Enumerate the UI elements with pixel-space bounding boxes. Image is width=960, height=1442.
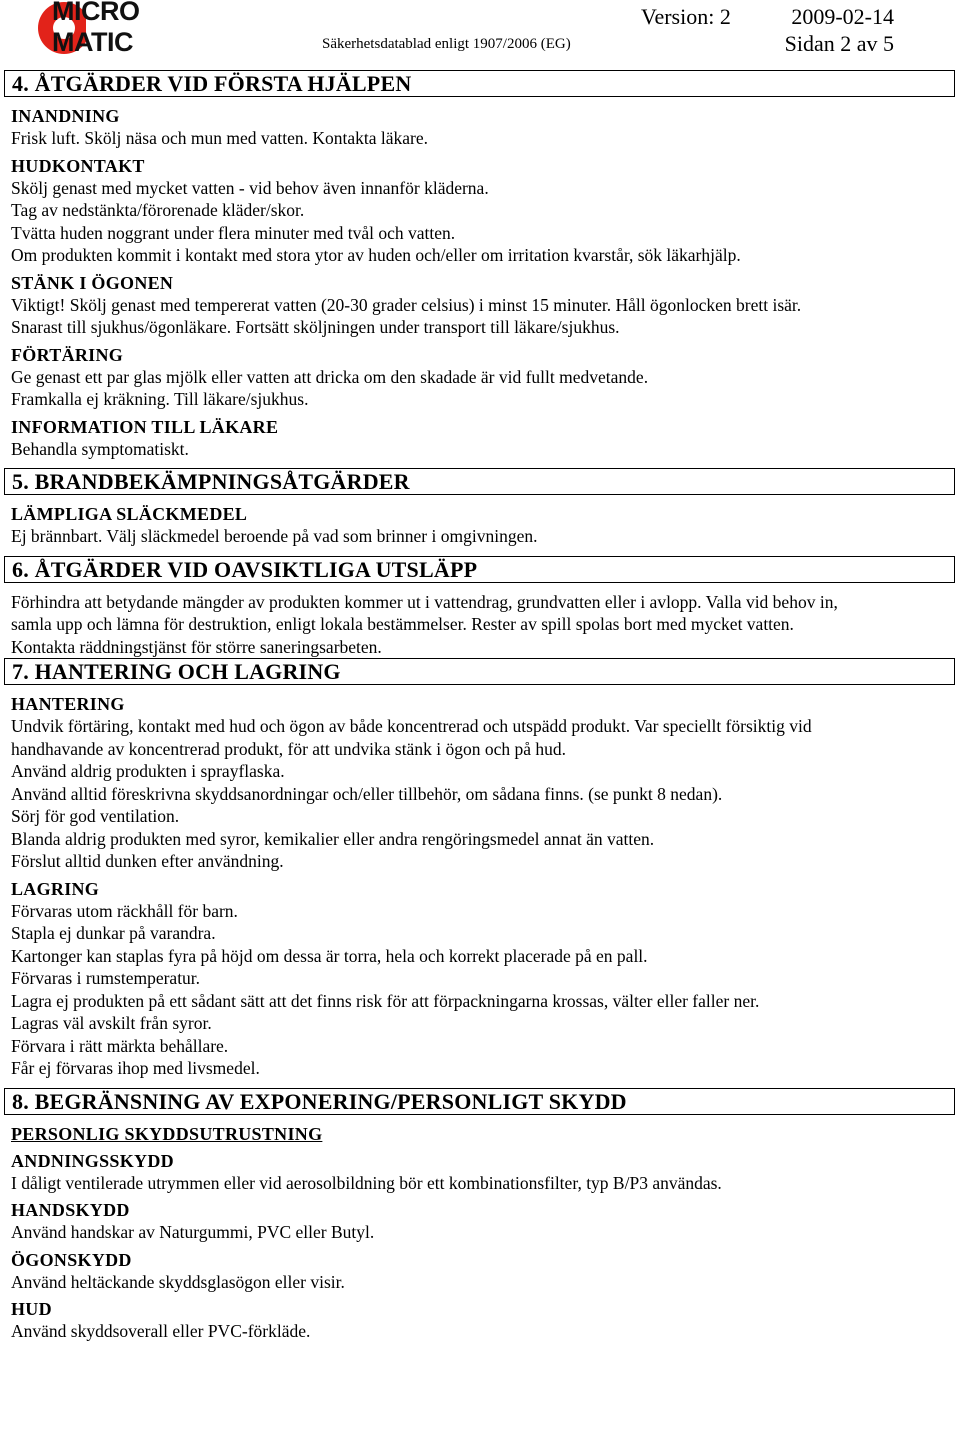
text-line: Förvara i rätt märkta behållare. — [11, 1035, 229, 1056]
subheading-hantering: HANTERING — [11, 694, 125, 714]
text-line: Frisk luft. Skölj näsa och mun med vatten. Kontakta läkare. — [11, 128, 428, 148]
text-line: handhavande av koncentrerad produkt, för att undvika stänk i ögon och på hud. — [11, 738, 566, 759]
text-line: Kontakta räddningstjänst för större saneringsarbeten. — [11, 636, 382, 657]
text-line: Stapla ej dunkar på varandra. — [11, 923, 216, 943]
text-line: Använd heltäckande skyddsglasögon eller visir. — [11, 1271, 345, 1292]
document-date: 2009-02-14 — [791, 4, 894, 29]
logo-text: MICRO MATIC — [52, 0, 140, 57]
subheading-stank-i-ogonen: STÄNK I ÖGONEN — [11, 272, 174, 293]
text-line: Förslut alltid dunken efter användning. — [11, 851, 284, 871]
subheading-lampliga-slackmedel: LÄMPLIGA SLÄCKMEDEL — [11, 504, 248, 524]
text-line: Använd skyddsoverall eller PVC-förkläde. — [11, 1321, 311, 1341]
section-8-heading: 8. BEGRÄNSNING AV EXPONERING/PERSONLIGT SKYDD — [4, 1088, 955, 1115]
subheading-fortaring: FÖRTÄRING — [11, 344, 124, 365]
text-line: Använd aldrig produkten i sprayflaska. — [11, 761, 285, 781]
text-line: Undvik förtäring, kontakt med hud och ögon av både koncentrerad och utspädd produkt. Var speciellt försiktig vid — [11, 716, 812, 736]
subheading-inandning: INANDNING — [11, 106, 120, 126]
subheading-ogonskydd: ÖGONSKYDD — [11, 1249, 132, 1270]
text-line: Ge genast ett par glas mjölk eller vatten att dricka om den skadade är vid fullt medvetande. — [11, 366, 649, 387]
subheading-hudkontakt: HUDKONTAKT — [11, 155, 145, 176]
text-line: Ej brännbart. Välj släckmedel beroende på vad som brinner i omgivningen. — [11, 526, 538, 546]
text-line: Får ej förvaras ihop med livsmedel. — [11, 1058, 260, 1078]
company-logo — [6, 0, 226, 60]
text-line: Använd handskar av Naturgummi, PVC eller Butyl. — [11, 1222, 375, 1242]
text-line: Blanda aldrig produkten med syror, kemikalier eller andra rengöringsmedel annat än vatten. — [11, 828, 655, 849]
text-line: Kartonger kan staplas fyra på höjd om dessa är torra, hela och korrekt placerade på en pall. — [11, 945, 648, 966]
text-line: Snarast till sjukhus/ögonläkare. Fortsätt sköljningen under transport till läkare/sjukhus. — [11, 317, 620, 337]
subheading-lagring: LAGRING — [11, 878, 100, 899]
text-line: Skölj genast med mycket vatten - vid behov även innanför kläderna. — [11, 177, 489, 198]
subheading-handskydd: HANDSKYDD — [11, 1200, 130, 1220]
document-body — [0, 70, 960, 1343]
text-line: Behandla symptomatiskt. — [11, 438, 189, 459]
document-title: Säkerhetsdatablad enligt 1907/2006 (EG) — [322, 36, 571, 52]
text-line: Förvaras i rumstemperatur. — [11, 968, 201, 988]
subheading-hud: HUD — [11, 1299, 52, 1319]
text-line: Sörj för god ventilation. — [11, 806, 180, 826]
text-line: Tvätta huden noggrant under flera minuter med tvål och vatten. — [11, 222, 456, 243]
section-6-heading: 6. ÅTGÄRDER VID OAVSIKTLIGA UTSLÄPP — [4, 556, 955, 583]
text-line: samla upp och lämna för destruktion, enligt lokala bestämmelser. Rester av spill spolas bort med mycket vatten. — [11, 614, 794, 634]
page-number: Sidan 2 av 5 — [784, 31, 894, 56]
section-5-heading: 5. BRANDBEKÄMPNINGSÅTGÄRDER — [4, 468, 955, 495]
text-line: Om produkten kommit i kontakt med stora ytor av huden och/eller om irritation kvarstår, sök läkarhjälp. — [11, 245, 741, 265]
subheading-information-till-lakare: INFORMATION TILL LÄKARE — [11, 416, 279, 437]
section-7-heading: 7. HANTERING OCH LAGRING — [4, 658, 955, 685]
text-line: Framkalla ej kräkning. Till läkare/sjukhus. — [11, 389, 309, 409]
text-line: Tag av nedstänkta/förorenade kläder/skor. — [11, 200, 305, 220]
text-line: Använd alltid föreskrivna skyddsanordningar och/eller tillbehör, om sådana finns. (se punkt 8 nedan). — [11, 783, 723, 804]
subheading-personlig-skyddsutrustning: PERSONLIG SKYDDSUTRUSTNING — [11, 1123, 323, 1144]
page-header — [0, 0, 960, 70]
text-line: Förhindra att betydande mängder av produkten kommer ut i vattendrag, grundvatten eller i avlopp. Valla vid behov in, — [11, 591, 838, 612]
text-line: Lagras väl avskilt från syror. — [11, 1013, 212, 1033]
subheading-andningsskydd: ANDNINGSSKYDD — [11, 1150, 174, 1171]
text-line: I dåligt ventilerade utrymmen eller vid aerosolbildning bör ett kombinationsfilter, typ B/P3 användas. — [11, 1172, 722, 1193]
text-line: Förvaras utom räckhåll för barn. — [11, 900, 238, 921]
text-line: Lagra ej produkten på ett sådant sätt att det finns risk för att förpackningarna krossas, välter eller faller ner. — [11, 990, 760, 1011]
text-line: Viktigt! Skölj genast med tempererat vatten (20-30 grader celsius) i minst 15 minuter. Håll ögonlocken brett isär. — [11, 294, 802, 315]
version-label: Version: 2 — [641, 4, 731, 29]
section-4-heading: 4. ÅTGÄRDER VID FÖRSTA HJÄLPEN — [4, 70, 955, 97]
